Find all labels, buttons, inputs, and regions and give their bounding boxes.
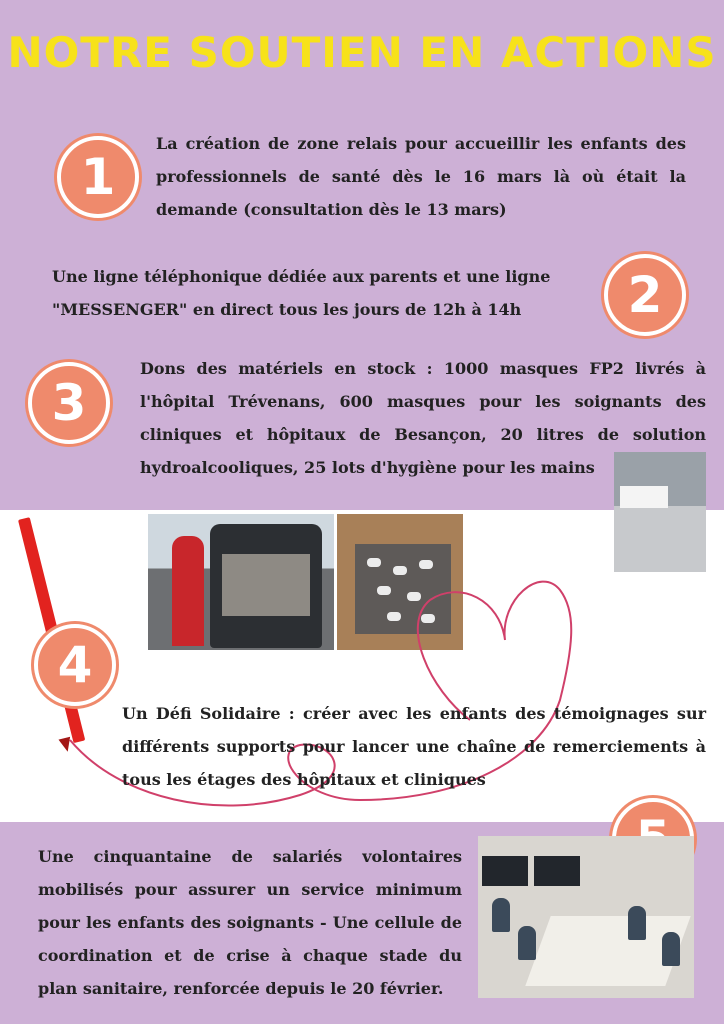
mask-shape (421, 614, 435, 623)
screen-shape (534, 856, 580, 886)
person-shape (662, 932, 680, 966)
page-title: NOTRE SOUTIEN EN ACTIONS (7, 28, 717, 77)
mask-shape (387, 612, 401, 621)
trunk-shape (222, 554, 310, 616)
truck-shape (620, 486, 668, 508)
meeting-photo (478, 836, 694, 998)
person-shape (628, 906, 646, 940)
screen-shape (482, 856, 528, 886)
mask-shape (377, 586, 391, 595)
item-5-text: Une cinquantaine de salariés volontaires mobilisés pour assurer un service minimum pour les enfants des soignants - Une cellule de coordination et de crise à chaque stade du plan sanitaire, renforcée depuis le 20 février. (38, 847, 462, 998)
warehouse-photo (614, 452, 706, 572)
number-badge-4: 4 (34, 624, 116, 706)
person-shape (492, 898, 510, 932)
mask-shape (393, 566, 407, 575)
person-shape (172, 536, 204, 646)
item-2-text: Une ligne téléphonique dédiée aux parents et une ligne "MESSENGER" en direct tous les jours de 12h à 14h (52, 267, 551, 319)
number-badge-2: 2 (604, 254, 686, 336)
car-trunk-photo (148, 514, 334, 650)
item-1-text: La création de zone relais pour accueillir les enfants des professionnels de santé dès le 16 mars là où était la demande (consultation dès le 13 mars) (156, 134, 686, 219)
number-badge-3: 3 (28, 362, 110, 444)
mask-shape (419, 560, 433, 569)
item-4-text: Un Défi Solidaire : créer avec les enfants des témoignages sur différents supports pour lancer une chaîne de remerciements à tous les étages des hôpitaux et cliniques (122, 704, 706, 789)
masks-box-photo (337, 514, 463, 650)
mask-shape (407, 592, 421, 601)
item-3-text: Dons des matériels en stock : 1000 masques FP2 livrés à l'hôpital Trévenans, 600 masques pour les soignants des cliniques et hôpitaux de Besançon, 20 litres de solution hydroalcooliques, 25 lots d'hygiène pour les mains (140, 359, 706, 477)
number-badge-1: 1 (57, 136, 139, 218)
mask-shape (367, 558, 381, 567)
person-shape (518, 926, 536, 960)
